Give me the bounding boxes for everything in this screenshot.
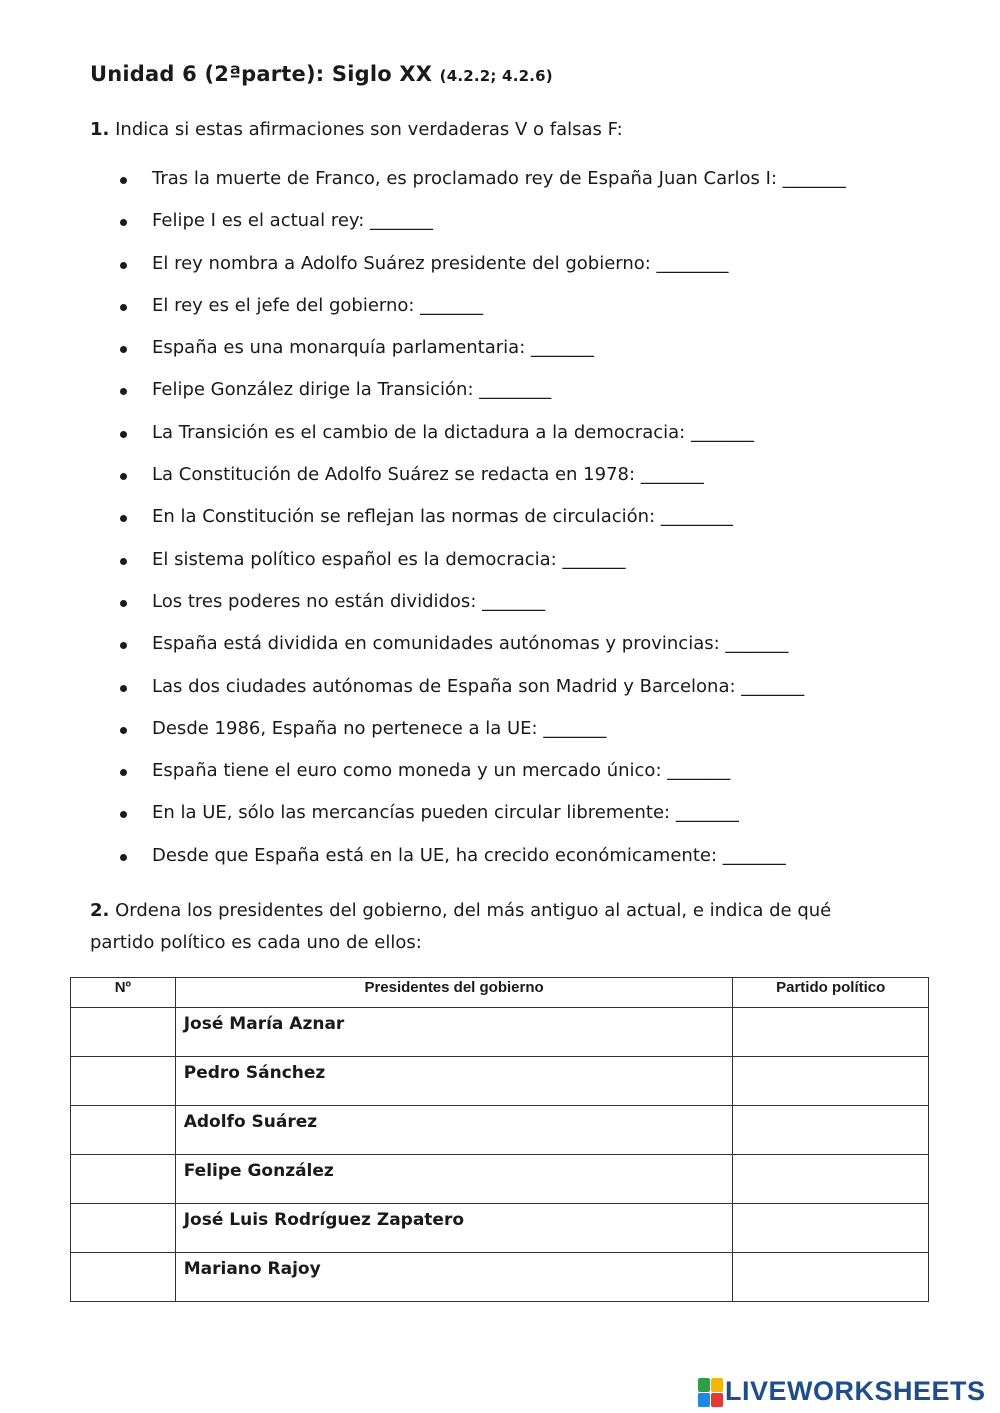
president-name-cell: Pedro Sánchez [175, 1057, 733, 1106]
table-row [71, 1057, 929, 1106]
logo-text: LIVEWORKSHEETS [725, 1376, 986, 1406]
table-row [71, 1155, 929, 1204]
president-name-cell: José Luis Rodríguez Zapatero [175, 1204, 733, 1253]
question-1-prompt [90, 114, 623, 146]
order-cell[interactable] [71, 1253, 176, 1302]
statement-item: Desde que España está en la UE, ha crecido económicamente: _______ [120, 835, 846, 877]
header-presidents: Presidentes del gobierno [175, 978, 733, 1008]
party-cell[interactable] [733, 1106, 929, 1155]
page-title [90, 62, 553, 86]
order-cell[interactable] [71, 1106, 176, 1155]
statement-item: Los tres poderes no están divididos: _______ [120, 581, 846, 623]
logo-mark-icon [698, 1378, 722, 1406]
order-cell[interactable] [71, 1204, 176, 1253]
party-cell[interactable] [733, 1008, 929, 1057]
statement-item: Felipe González dirige la Transición: ________ [120, 369, 846, 411]
statement-item: La Constitución de Adolfo Suárez se redacta en 1978: _______ [120, 454, 846, 496]
president-name-cell: Adolfo Suárez [175, 1106, 733, 1155]
statement-item: El rey es el jefe del gobierno: _______ [120, 285, 846, 327]
statement-item: El sistema político español es la democracia: _______ [120, 539, 846, 581]
header-party: Partido político [733, 978, 929, 1008]
statement-item: España es una monarquía parlamentaria: _______ [120, 327, 846, 369]
statement-item: Tras la muerte de Franco, es proclamado rey de España Juan Carlos I: _______ [120, 158, 846, 200]
statement-item: Las dos ciudades autónomas de España son Madrid y Barcelona: _______ [120, 666, 846, 708]
logo-square [711, 1393, 723, 1407]
question-2-number: 2. [90, 900, 110, 921]
header-number: Nº [71, 978, 176, 1008]
president-name-cell: Mariano Rajoy [175, 1253, 733, 1302]
party-cell[interactable] [733, 1253, 929, 1302]
table-row [71, 1008, 929, 1057]
question-2-text: Ordena los presidentes del gobierno, del más antiguo al actual, e indica de qué partido político es cada uno de ellos: [90, 900, 832, 953]
question-1-text: Indica si estas afirmaciones son verdaderas V o falsas F: [115, 119, 623, 140]
order-cell[interactable] [71, 1008, 176, 1057]
party-cell[interactable] [733, 1155, 929, 1204]
question-2-prompt [90, 895, 890, 959]
question-1-number: 1. [90, 119, 110, 140]
party-cell[interactable] [733, 1204, 929, 1253]
table-row [71, 1204, 929, 1253]
president-name-cell: José María Aznar [175, 1008, 733, 1057]
order-cell[interactable] [71, 1155, 176, 1204]
statement-item: Desde 1986, España no pertenece a la UE: _______ [120, 708, 846, 750]
president-name-cell: Felipe González [175, 1155, 733, 1204]
logo-square [711, 1378, 723, 1392]
table-header-row [71, 978, 929, 1008]
table-row [71, 1253, 929, 1302]
statement-item: En la Constitución se reflejan las normas de circulación: ________ [120, 496, 846, 538]
order-cell[interactable] [71, 1057, 176, 1106]
title-codes: (4.2.2; 4.2.6) [439, 67, 553, 85]
statement-item: España tiene el euro como moneda y un mercado único: _______ [120, 750, 846, 792]
liveworksheets-logo [698, 1376, 986, 1407]
title-text: Unidad 6 (2ªparte): Siglo XX [90, 62, 433, 86]
statement-item: En la UE, sólo las mercancías pueden circular libremente: _______ [120, 792, 846, 834]
statement-item: El rey nombra a Adolfo Suárez presidente del gobierno: ________ [120, 243, 846, 285]
statement-item: España está dividida en comunidades autónomas y provincias: _______ [120, 623, 846, 665]
statement-item: La Transición es el cambio de la dictadura a la democracia: _______ [120, 412, 846, 454]
logo-square [698, 1378, 710, 1392]
logo-square [698, 1393, 710, 1407]
statement-item: Felipe I es el actual rey: _______ [120, 200, 846, 242]
party-cell[interactable] [733, 1057, 929, 1106]
table-row [71, 1106, 929, 1155]
true-false-list [120, 158, 846, 877]
presidents-table [70, 977, 929, 1302]
